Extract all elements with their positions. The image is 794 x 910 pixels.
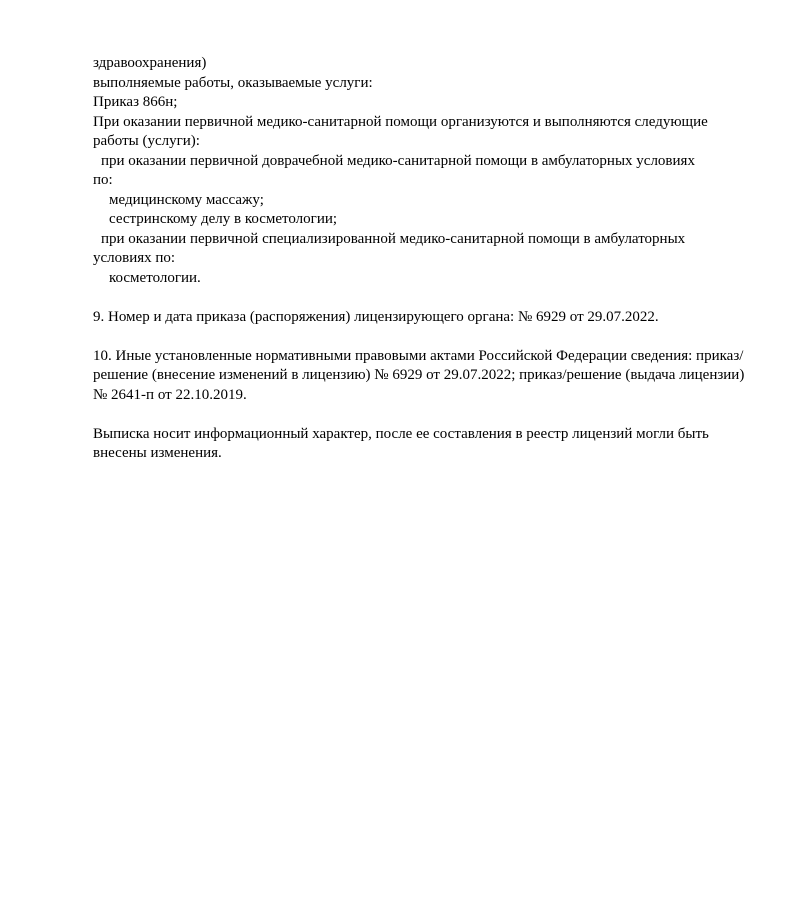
specialized-heading-cont: условиях по: — [93, 250, 176, 266]
license-extract-page — [93, 54, 763, 464]
disclaimer-note: Выписка носит информационный характер, после ее составления в реестр лицензий могли быть внесены изменения. — [93, 425, 709, 461]
spacer — [93, 405, 763, 425]
service-item: сестринскому делу в косметологии; — [109, 211, 338, 227]
service-item: медицинскому массажу; — [109, 191, 264, 208]
service-item: косметологии. — [109, 269, 201, 286]
prehospital-heading: при оказании первичной доврачебной медико-санитарной помощи в амбулаторных условиях — [101, 152, 695, 169]
section-10-other-info: 10. Иные установленные нормативными правовыми актами Российской Федерации сведения: приказ/решение (внесение изменений в лицензию) № 6929 от 29.07.2022; приказ/решение (выдача лицензии) № 2641-п от 22.10.2019. — [93, 347, 745, 403]
prehospital-heading-cont: по: — [93, 172, 113, 188]
spacer — [93, 288, 763, 308]
header-fragment: здравоохранения) — [93, 55, 207, 71]
spacer — [93, 327, 763, 347]
order-reference: Приказ 866н; — [93, 94, 178, 110]
intro-line: При оказании первичной медико-санитарной помощи организуются и выполняются следующие — [93, 113, 708, 130]
works-label: выполняемые работы, оказываемые услуги: — [93, 74, 373, 91]
intro-line: работы (услуги): — [93, 133, 200, 149]
specialized-heading: при оказании первичной специализированной медико-санитарной помощи в амбулаторных — [101, 230, 686, 247]
section-9-order-number-date: 9. Номер и дата приказа (распоряжения) лицензирующего органа: № 6929 от 29.07.2022. — [93, 308, 659, 325]
